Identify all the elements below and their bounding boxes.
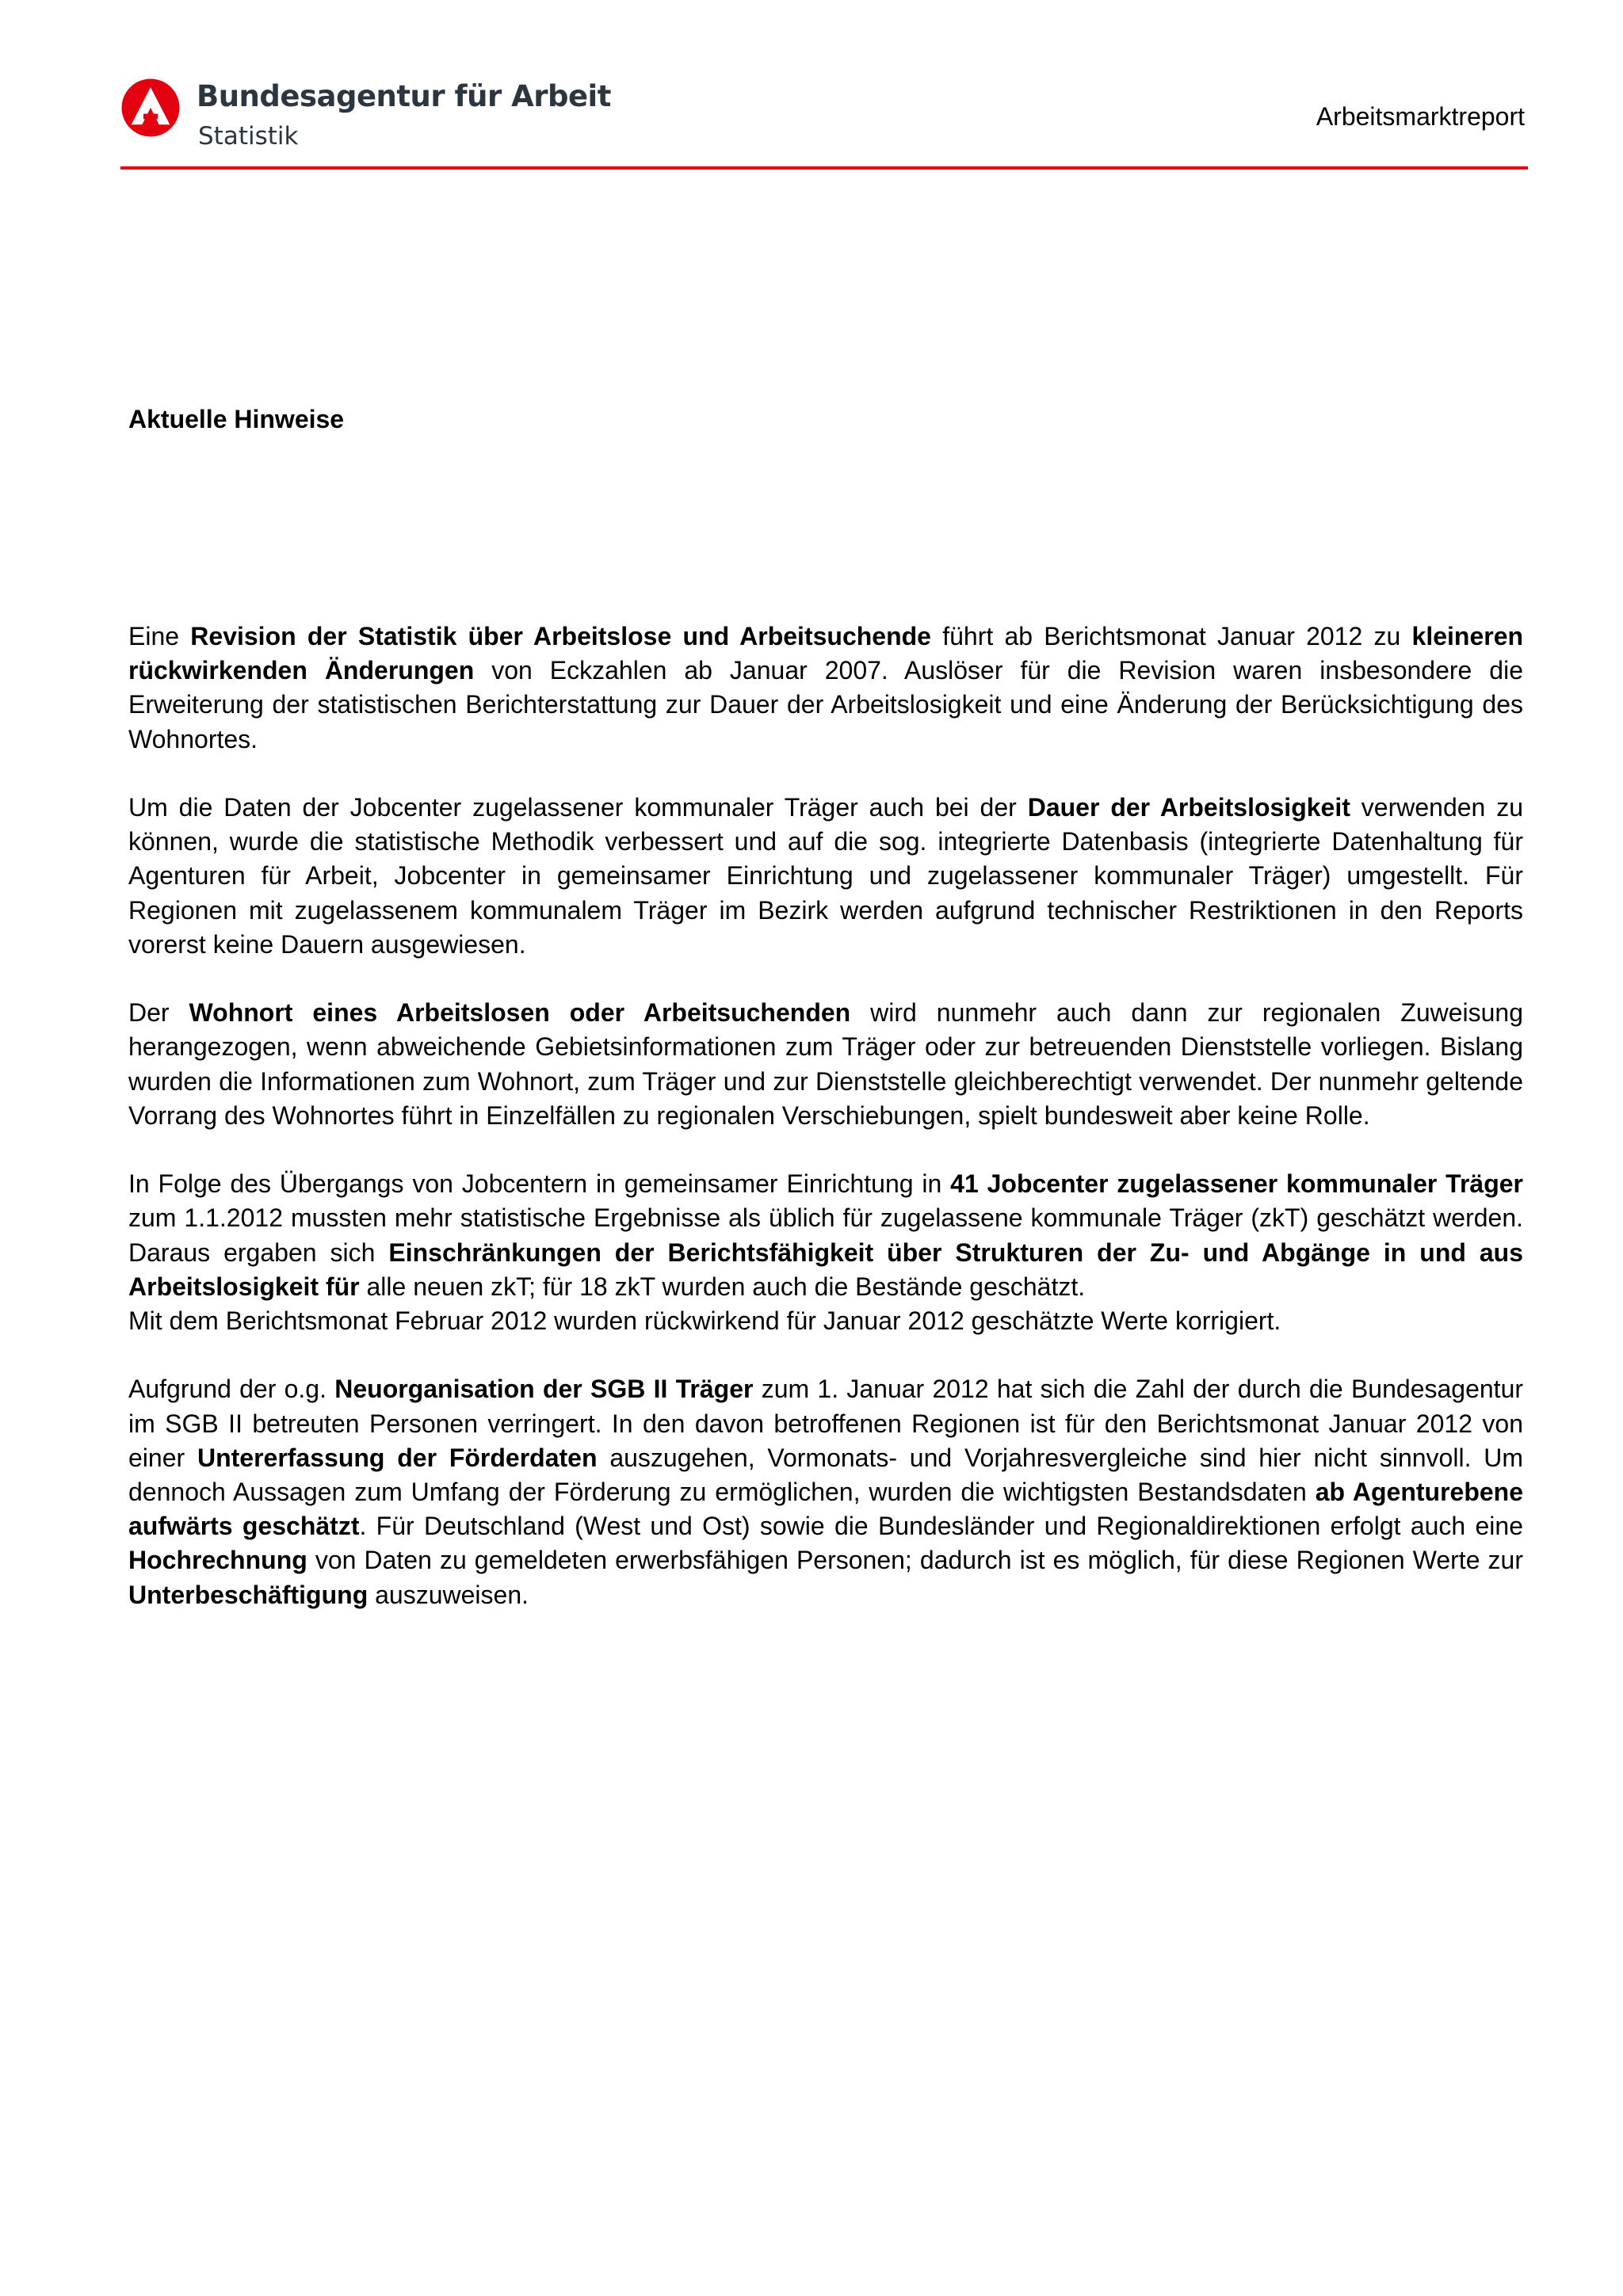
bold-segment: Einschränkungen der Berichtsfähigkeit über Strukturen der Zu- und Abgänge in und aus Arbeitslosigkeit für xyxy=(128,1238,1524,1301)
bold-segment: ab Agenturebene aufwärts geschätzt xyxy=(128,1478,1524,1541)
paragraph xyxy=(128,791,1523,962)
bold-segment: Neuorganisation der SGB II Träger xyxy=(334,1375,754,1404)
bold-segment: Wohnort eines Arbeitslosen oder Arbeitsuchenden xyxy=(189,998,851,1028)
org-subtitle: Statistik xyxy=(198,122,299,151)
text-segment: alle neuen zkT; für 18 zkT wurden auch die Bestände geschätzt. xyxy=(359,1272,1086,1301)
text-segment: zum 1.1.2012 mussten mehr statistische Ergebnisse als üblich für zugelassene kommunale Träger (zkT) geschätzt werden. Daraus ergaben sich xyxy=(128,1203,1523,1267)
notice-body xyxy=(128,620,1523,1646)
bold-segment: kleineren rückwirkenden Änderungen xyxy=(128,622,1524,685)
bold-segment: Untererfassung der Förderdaten xyxy=(197,1443,598,1472)
page-header xyxy=(120,70,1528,168)
paragraph xyxy=(128,1167,1523,1338)
text-segment: auszuweisen. xyxy=(368,1580,529,1609)
bold-segment: 41 Jobcenter zugelassener kommunaler Träger xyxy=(950,1169,1523,1199)
bold-segment: Dauer der Arbeitslosigkeit xyxy=(1027,793,1350,822)
text-segment: von Daten zu gemeldeten erwerbsfähigen Personen; dadurch ist es möglich, für diese Regionen Werte zur xyxy=(307,1546,1523,1575)
text-segment: zum 1. Januar 2012 hat sich die Zahl der durch die Bundesagentur im SGB II betreuten Personen verringert. In den davon betroffenen Regionen ist für den Berichtsmonat Januar 2012 von einer xyxy=(128,1375,1524,1472)
text-segment: . Für Deutschland (West und Ost) sowie die Bundesländer und Regionaldirektionen erfolgt auch eine xyxy=(359,1512,1523,1541)
text-segment: Eine xyxy=(128,622,191,650)
bold-segment: Revision der Statistik über Arbeitslose und Arbeitsuchende xyxy=(190,622,931,650)
text-segment: In Folge des Übergangs von Jobcentern in gemeinsamer Einrichtung in xyxy=(128,1169,951,1199)
bold-segment: Hochrechnung xyxy=(128,1546,307,1575)
text-segment: Mit dem Berichtsmonat Februar 2012 wurden rückwirkend für Januar 2012 geschätzte Werte korrigiert. xyxy=(128,1306,1281,1336)
section-heading: Aktuelle Hinweise xyxy=(128,405,345,433)
paragraph xyxy=(128,1372,1523,1611)
paragraph xyxy=(128,620,1523,757)
text-segment: auszugehen, Vormonats- und Vorjahresvergleiche sind hier nicht sinnvoll. Um dennoch Aussagen zum Umfang der Förderung zu ermöglichen, wurden die wichtigsten Bestandsdaten xyxy=(128,1443,1524,1507)
text-segment: wird nunmehr auch dann zur regionalen Zuweisung herangezogen, wenn abweichende Gebietsinformationen zum Träger oder zur betreuenden Dienststelle vorliegen. Bislang wurden die Informationen zum Wohnort, zum Träger und zur Dienststelle gleichberechtigt verwendet. Der nunmehr geltende Vorrang des Wohnortes führt in Einzelfällen zu regionalen Verschiebungen, spielt bundesweit aber keine Rolle. xyxy=(128,998,1524,1130)
bold-segment: Unterbeschäftigung xyxy=(128,1580,369,1609)
text-segment: von Eckzahlen ab Januar 2007. Auslöser für die Revision waren insbesondere die Erweiterung der statistischen Berichterstattung zur Dauer der Arbeitslosigkeit und eine Änderung der Berücksichtigung des Wohnortes. xyxy=(128,656,1524,753)
org-name: Bundesagentur für Arbeit xyxy=(197,79,611,113)
ba-logo-icon xyxy=(120,78,181,138)
text-segment: Um die Daten der Jobcenter zugelassener kommunaler Träger auch bei der xyxy=(128,793,1028,822)
text-segment: führt ab Berichtsmonat Januar 2012 zu xyxy=(930,622,1412,650)
text-segment: verwenden zu können, wurde die statistische Methodik verbessert und auf die sog. integrierte Datenbasis (integrierte Datenhaltung für Agenturen für Arbeit, Jobcenter in gemeinsamer Einrichtung und zugelassener kommunaler Träger) umgestellt. Für Regionen mit zugelassenem kommunalem Träger im Bezirk werden aufgrund technischer Restriktionen in den Reports vorerst keine Dauern ausgewiesen. xyxy=(128,793,1524,959)
paragraph xyxy=(128,996,1523,1133)
text-segment: Der xyxy=(128,998,189,1028)
header-divider xyxy=(120,166,1528,170)
report-title: Arbeitsmarktreport xyxy=(1316,102,1525,131)
text-segment: Aufgrund der o.g. xyxy=(128,1375,335,1404)
